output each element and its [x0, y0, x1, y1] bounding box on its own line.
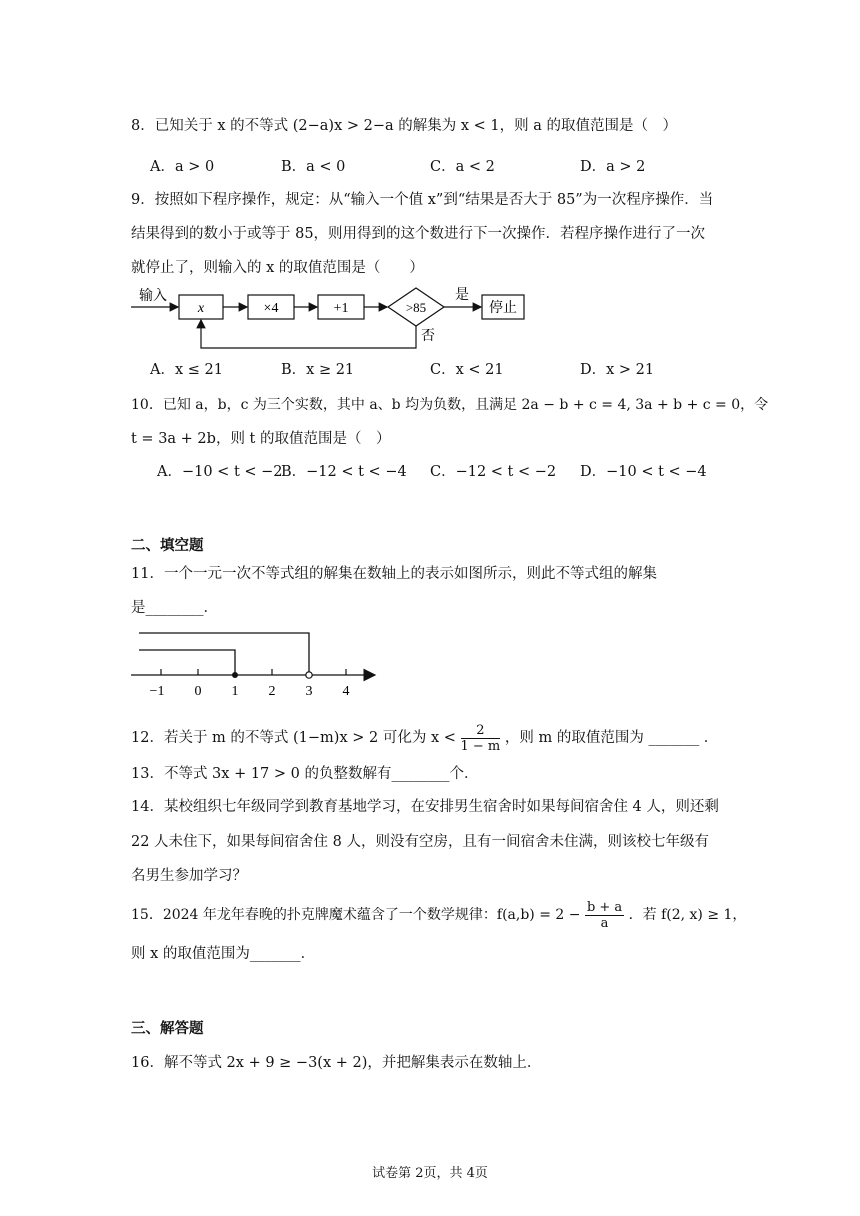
flow-input-label: 输入	[139, 289, 167, 304]
axis-label: 3	[305, 684, 313, 699]
section-fill-in-title: 二、填空题	[131, 537, 204, 554]
q9-flowchart	[125, 282, 545, 354]
q12-pre: 12．若关于 m 的不等式 (1−m)x > 2 可化为 x <	[131, 730, 456, 746]
q15-pre: 15．2024 年龙年春晚的扑克牌魔术蕴含了一个数学规律：f(a,b) = 2 −	[131, 907, 581, 923]
page-footer: 试卷第 2页，共 4页	[372, 1166, 488, 1181]
q14-line1: 14．某校组织七年级同学到教育基地学习，在安排男生宿舍时如果每间宿舍住 4 人，则还剩	[131, 799, 719, 815]
flow-box-plus1-label: +1	[333, 301, 349, 316]
q12-line	[131, 720, 718, 756]
q15-line2: 则 x 的取值范围为_______．	[131, 946, 316, 962]
q10-option-d: D．−10 < t < −4	[580, 464, 707, 480]
flow-box-stop-label: 停止	[489, 301, 517, 316]
q9-line1: 9．按照如下程序操作，规定：从“输入一个值 x”到“结果是否大于 85”为一次程序操作．当	[131, 192, 714, 208]
q11-number-line	[125, 625, 385, 701]
q8-stem: 8．已知关于 x 的不等式 (2−a)x > 2−a 的解集为 x < 1，则 a 的取值范围是（ ）	[131, 118, 677, 134]
q9-option-b: B．x ≥ 21	[281, 362, 355, 378]
q12-post: ，则 m 的取值范围为 _______ ．	[504, 730, 719, 746]
flow-box-x-label: x	[197, 301, 205, 316]
flow-no-label: 否	[421, 329, 435, 344]
solid-dot-at-1	[232, 672, 238, 678]
q10-line2: t = 3a + 2b，则 t 的取值范围是（ ）	[131, 431, 391, 447]
q12-den: 1 − m	[460, 738, 501, 754]
axis-label: 2	[268, 684, 276, 699]
axis-label: 1	[231, 684, 239, 699]
q9-line3: 就停止了，则输入的 x 的取值范围是（ ）	[131, 260, 424, 276]
q12-num: 2	[461, 723, 501, 739]
q14-line3: 名男生参加学习？	[131, 868, 247, 884]
flow-box-times4-label: ×4	[263, 301, 279, 316]
q9-line2: 结果得到的数小于或等于 85，则用得到的这个数进行下一次操作．若程序操作进行了一次	[131, 226, 706, 242]
q10-line1: 10．已知 a，b，c 为三个实数，其中 a、b 均为负数，且满足 2a − b + c = 4, 3a + b + c = 0，令	[131, 397, 769, 413]
open-dot-at-3	[306, 672, 312, 678]
q14-line2: 22 人未住下，如果每间宿舍住 8 人，则没有空房，且有一间宿舍未住满，则该校七年级有	[131, 834, 709, 850]
q16-line: 16．解不等式 2x + 9 ≥ −3(x + 2)，并把解集表示在数轴上．	[131, 1055, 542, 1071]
q15-num: b + a	[586, 899, 623, 915]
q12-fraction	[461, 723, 501, 754]
q15-post: ．若 f(2, x) ≥ 1，	[628, 907, 747, 923]
q11-line1: 11．一个一元一次不等式组的解集在数轴上的表示如图所示，则此不等式组的解集	[131, 566, 657, 582]
q13-line: 13．不等式 3x + 17 > 0 的负整数解有________个．	[131, 766, 479, 782]
q11-line2: 是________．	[131, 600, 218, 616]
q9-option-d: D．x > 21	[580, 362, 655, 378]
axis-label: 4	[342, 684, 350, 699]
q8-option-a: A．a > 0	[150, 159, 215, 175]
axis-label: 0	[194, 684, 202, 699]
q15-den: a	[600, 915, 609, 931]
flow-diamond-label: >85	[405, 300, 427, 315]
q8-option-d: D．a > 2	[580, 159, 646, 175]
q9-option-a: A．x ≤ 21	[150, 362, 223, 378]
q10-option-c: C．−12 < t < −2	[430, 464, 557, 480]
q15-line1	[131, 897, 746, 933]
flow-yes-label: 是	[455, 288, 469, 303]
q15-fraction	[585, 900, 624, 931]
axis-label: −1	[149, 684, 165, 699]
q8-option-b: B．a < 0	[281, 159, 346, 175]
q8-option-c: C．a < 2	[430, 159, 495, 175]
section-answer-title: 三、解答题	[131, 1020, 204, 1037]
q9-option-c: C．x < 21	[430, 362, 504, 378]
q10-option-b: B．−12 < t < −4	[281, 464, 407, 480]
q10-option-a: A．−10 < t < −2	[157, 464, 283, 480]
